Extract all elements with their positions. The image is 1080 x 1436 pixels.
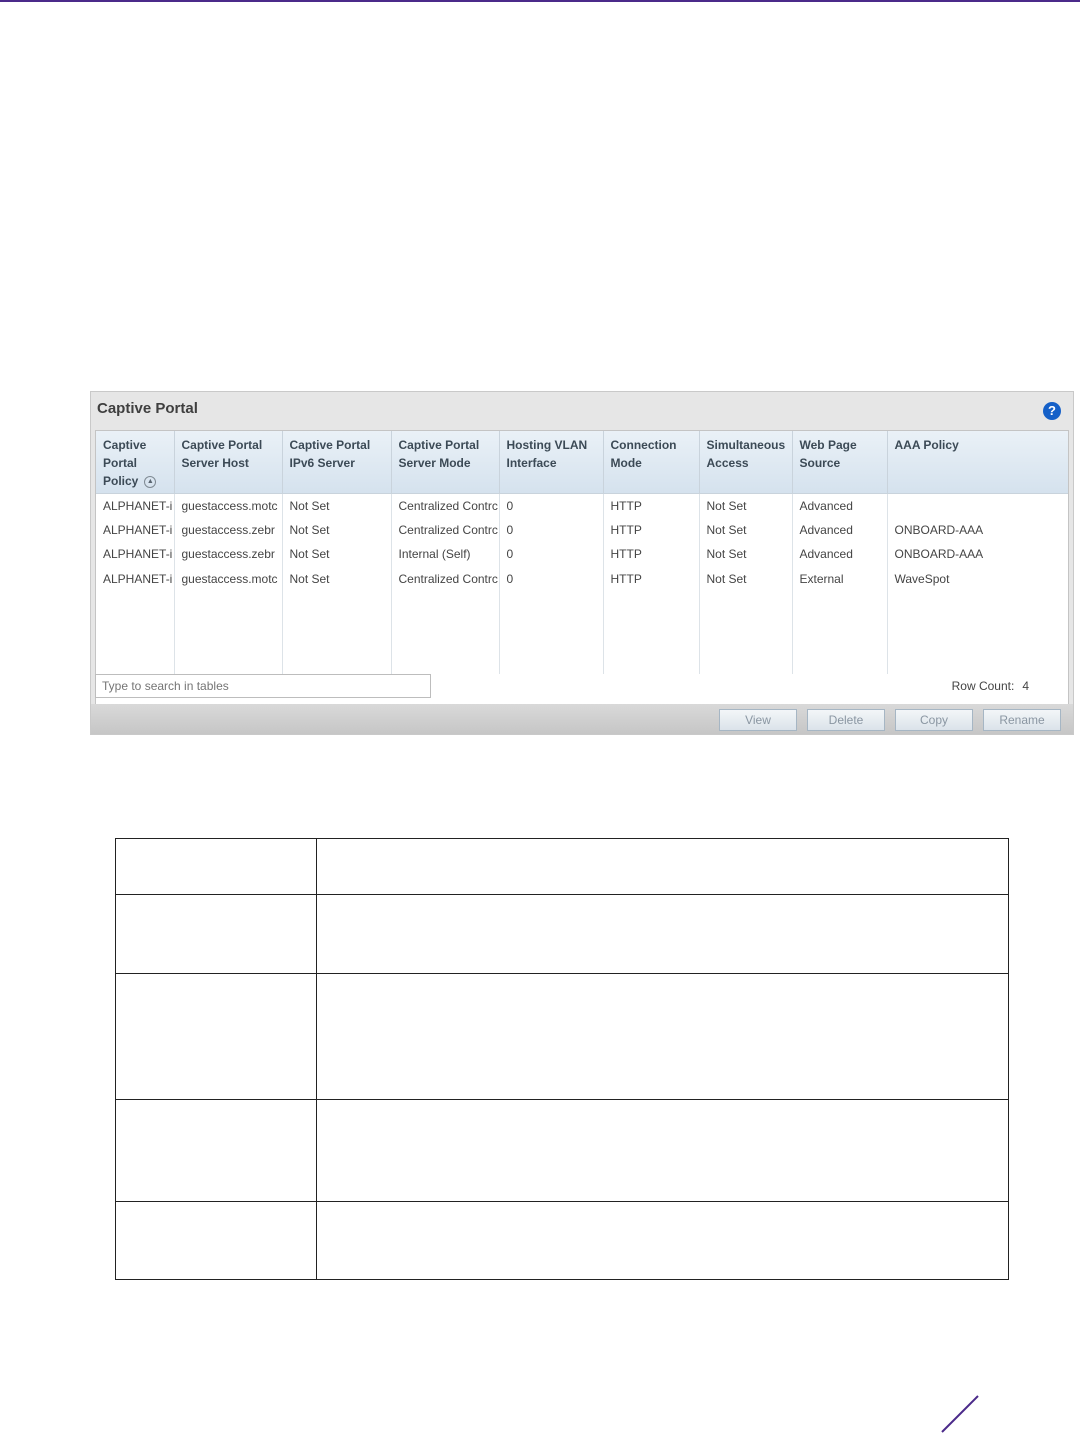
table-cell: Not Set <box>699 542 792 567</box>
col-header-ipv6-server[interactable] <box>282 431 391 493</box>
table-cell: 0 <box>499 567 603 592</box>
table-cell: ONBOARD-AAA <box>887 518 1069 543</box>
table-cell: 0 <box>499 493 603 518</box>
delete-button[interactable]: Delete <box>807 709 885 731</box>
help-icon[interactable]: ? <box>1043 402 1061 420</box>
col-header-aaa-policy[interactable] <box>887 431 1069 493</box>
table-cell: WaveSpot <box>887 567 1069 592</box>
col-header-web-page-source[interactable] <box>792 431 887 493</box>
row-count-label: Row Count: <box>951 679 1015 693</box>
table-cell: HTTP <box>603 518 699 543</box>
table-cell: Not Set <box>699 493 792 518</box>
table-cell: Centralized Contrc <box>391 518 499 543</box>
table-cell: HTTP <box>603 567 699 592</box>
button-bar <box>91 704 1073 734</box>
table-cell: Not Set <box>699 567 792 592</box>
col-header-connection-mode[interactable] <box>603 431 699 493</box>
captive-portal-panel <box>90 391 1074 735</box>
captive-portal-table <box>95 430 1069 706</box>
row-divider <box>116 1201 1008 1202</box>
col-header-label: Hosting VLAN Interface <box>506 438 588 470</box>
top-rule <box>0 0 1080 2</box>
table-cell: ALPHANET-i <box>96 567 174 592</box>
col-header-simultaneous-access[interactable] <box>699 431 792 493</box>
table-cell: ALPHANET-i <box>96 542 174 567</box>
table-cell: HTTP <box>603 542 699 567</box>
table-cell: ALPHANET-i <box>96 493 174 518</box>
table-empty-space <box>96 591 1069 674</box>
sort-icon[interactable]: ▲ <box>144 476 156 488</box>
view-button[interactable]: View <box>719 709 797 731</box>
row-divider <box>116 1099 1008 1100</box>
table-cell: External <box>792 567 887 592</box>
col-header-label: Web Page Source <box>799 438 857 470</box>
table-cell: ALPHANET-i <box>96 518 174 543</box>
table-row[interactable] <box>96 518 1069 543</box>
table-cell: HTTP <box>603 493 699 518</box>
table-cell: Not Set <box>282 518 391 543</box>
description-table <box>115 838 1009 1280</box>
table-cell: Centralized Contrc <box>391 567 499 592</box>
table-cell: guestaccess.motc <box>174 567 282 592</box>
table-cell: guestaccess.zebr <box>174 542 282 567</box>
col-header-label: Simultaneous Access <box>706 438 786 470</box>
page-corner-slash-icon <box>938 1394 982 1434</box>
search-input[interactable] <box>95 674 431 698</box>
panel-title: Captive Portal <box>97 400 198 417</box>
table-cell: Internal (Self) <box>391 542 499 567</box>
copy-button[interactable]: Copy <box>895 709 973 731</box>
table-cell: 0 <box>499 542 603 567</box>
table-cell: ONBOARD-AAA <box>887 542 1069 567</box>
col-header-label: Captive Portal Policy <box>103 438 147 488</box>
table-cell: Not Set <box>282 567 391 592</box>
col-header-policy[interactable] <box>96 431 174 493</box>
table-cell: Advanced <box>792 493 887 518</box>
table-cell: guestaccess.zebr <box>174 518 282 543</box>
table-cell: Not Set <box>282 542 391 567</box>
col-header-label: Connection Mode <box>610 438 677 470</box>
table-cell: Not Set <box>699 518 792 543</box>
row-count <box>952 679 1029 693</box>
rename-button[interactable]: Rename <box>983 709 1061 731</box>
table-cell: guestaccess.motc <box>174 493 282 518</box>
col-header-label: AAA Policy <box>894 438 959 452</box>
table-cell: Not Set <box>282 493 391 518</box>
col-header-server-mode[interactable] <box>391 431 499 493</box>
table-row[interactable] <box>96 542 1069 567</box>
table-cell: 0 <box>499 518 603 543</box>
col-header-label: Captive Portal Server Mode <box>398 438 480 470</box>
table-cell: Centralized Contrc <box>391 493 499 518</box>
col-header-label: Captive Portal Server Host <box>181 438 263 470</box>
table-cell: Advanced <box>792 518 887 543</box>
table <box>96 431 1069 674</box>
col-header-label: Captive Portal IPv6 Server <box>289 438 371 470</box>
row-count-value: 4 <box>1022 679 1029 693</box>
col-header-vlan-interface[interactable] <box>499 431 603 493</box>
column-divider <box>316 839 317 1279</box>
table-row[interactable] <box>96 567 1069 592</box>
col-header-server-host[interactable] <box>174 431 282 493</box>
table-header-row <box>96 431 1069 493</box>
row-divider <box>116 973 1008 974</box>
table-cell: Advanced <box>792 542 887 567</box>
table-row[interactable] <box>96 493 1069 518</box>
table-cell <box>887 493 1069 518</box>
row-divider <box>116 894 1008 895</box>
